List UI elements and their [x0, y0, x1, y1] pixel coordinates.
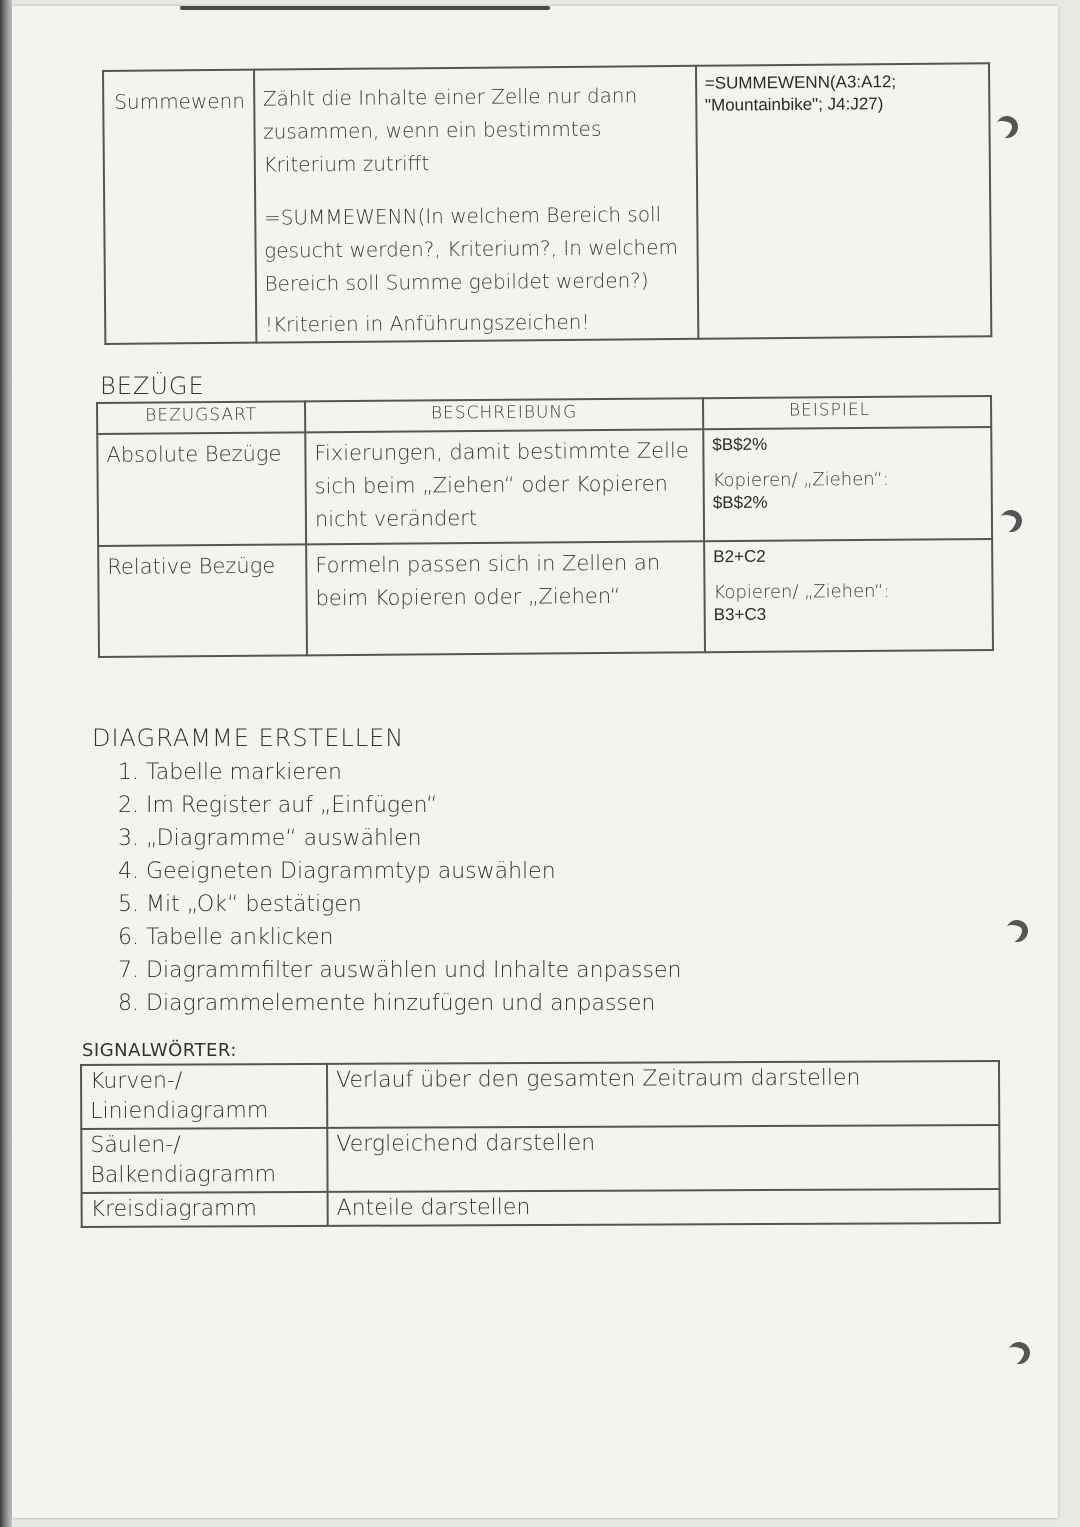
- section-heading-diagramme: DIAGRAMME ERSTELLEN: [92, 724, 405, 752]
- column-header: BEISPIEL: [703, 396, 991, 429]
- column-header: BEZUGSART: [97, 401, 305, 433]
- list-item: [118, 789, 681, 822]
- list-item: [118, 954, 681, 987]
- bezug-example: [704, 539, 993, 652]
- bezug-type: Absolute Bezüge: [97, 432, 306, 546]
- step-number: 1.: [118, 760, 139, 785]
- steps-list: [118, 756, 681, 1020]
- sumif-table: [102, 62, 992, 345]
- step-number: 3.: [118, 826, 139, 851]
- step-text: Diagrammelemente hinzufügen und anpassen: [146, 991, 656, 1016]
- step-number: 6.: [118, 925, 139, 950]
- step-text: Mit „Ok“ bestätigen: [146, 892, 362, 917]
- signalwoerter-table: [80, 1060, 1001, 1228]
- table-row: [98, 539, 993, 657]
- chart-meaning: Vergleichend darstellen: [327, 1125, 999, 1192]
- example-result: $B$2%: [712, 492, 768, 513]
- example-note: Kopieren/ „Ziehen“:: [713, 580, 890, 604]
- example-value: $B$2%: [712, 434, 768, 455]
- step-text: Geeigneten Diagrammtyp auswählen: [146, 859, 556, 884]
- example-result: B3+C3: [713, 604, 767, 625]
- step-text: Diagrammfilter auswählen und Inhalte anpassen: [146, 958, 682, 983]
- sumif-note: !Kriterien in Anführungszeichen!: [264, 309, 590, 337]
- bezuege-table: [96, 395, 994, 658]
- step-text: Tabelle anklicken: [146, 925, 334, 950]
- sumif-example: =SUMMEWENN(A3:A12; "Mountainbike"; J4:J27): [696, 63, 992, 339]
- sumif-syntax: =SUMMEWENN(In welchem Bereich soll gesucht werden?, Kriterium?, In welchem Bereich soll Summe gebildet werden?): [263, 202, 679, 296]
- step-number: 2.: [118, 793, 139, 818]
- step-number: 4.: [118, 859, 139, 884]
- list-item: [118, 987, 681, 1020]
- step-text: Im Register auf „Einfügen“: [146, 793, 438, 818]
- step-number: 7.: [118, 958, 139, 983]
- chart-type: Säulen-/ Balkendiagramm: [81, 1128, 327, 1193]
- bezug-example: [703, 427, 992, 541]
- chart-type: Kreisdiagramm: [82, 1192, 328, 1227]
- table-row: [82, 1189, 1000, 1227]
- example-value: B2+C2: [713, 546, 766, 567]
- bezug-description: Formeln passen sich in Zellen an beim Kopieren oder „Ziehen“: [306, 541, 705, 655]
- sumif-description: Zählt die Inhalte einer Zelle nur dann zusammen, wenn ein bestimmtes Kriterium zutrifft: [262, 83, 638, 177]
- list-item: [118, 921, 681, 954]
- binder-edge: [0, 0, 12, 1527]
- step-text: „Diagramme“ auswählen: [146, 826, 422, 851]
- step-text: Tabelle markieren: [146, 760, 342, 785]
- chart-type: Kurven-/ Liniendiagramm: [81, 1064, 327, 1129]
- section-heading-bezuege: BEZÜGE: [100, 372, 205, 400]
- chart-meaning: Anteile darstellen: [328, 1189, 1000, 1226]
- section-heading-signalwoerter: SIGNALWÖRTER:: [82, 1040, 237, 1061]
- bezug-type: Relative Bezüge: [98, 544, 307, 657]
- list-item: [118, 888, 681, 921]
- example-note: Kopieren/ „Ziehen“:: [712, 468, 889, 492]
- sumif-name: Summewenn: [103, 70, 256, 344]
- chart-meaning: Verlauf über den gesamten Zeitraum darstellen: [327, 1061, 999, 1128]
- step-number: 5.: [118, 892, 139, 917]
- list-item: [118, 855, 681, 888]
- list-item: [118, 822, 681, 855]
- list-item: [118, 756, 681, 789]
- bezug-description: Fixierungen, damit bestimmte Zelle sich beim „Ziehen“ oder Kopieren nicht verändert: [305, 429, 704, 544]
- sumif-description-cell: [254, 66, 698, 343]
- table-row: [81, 1061, 999, 1129]
- table-row: [81, 1125, 999, 1193]
- top-edge-mark: [180, 6, 550, 10]
- step-number: 8.: [118, 991, 139, 1016]
- column-header: BESCHREIBUNG: [305, 398, 703, 432]
- table-row: [97, 427, 992, 546]
